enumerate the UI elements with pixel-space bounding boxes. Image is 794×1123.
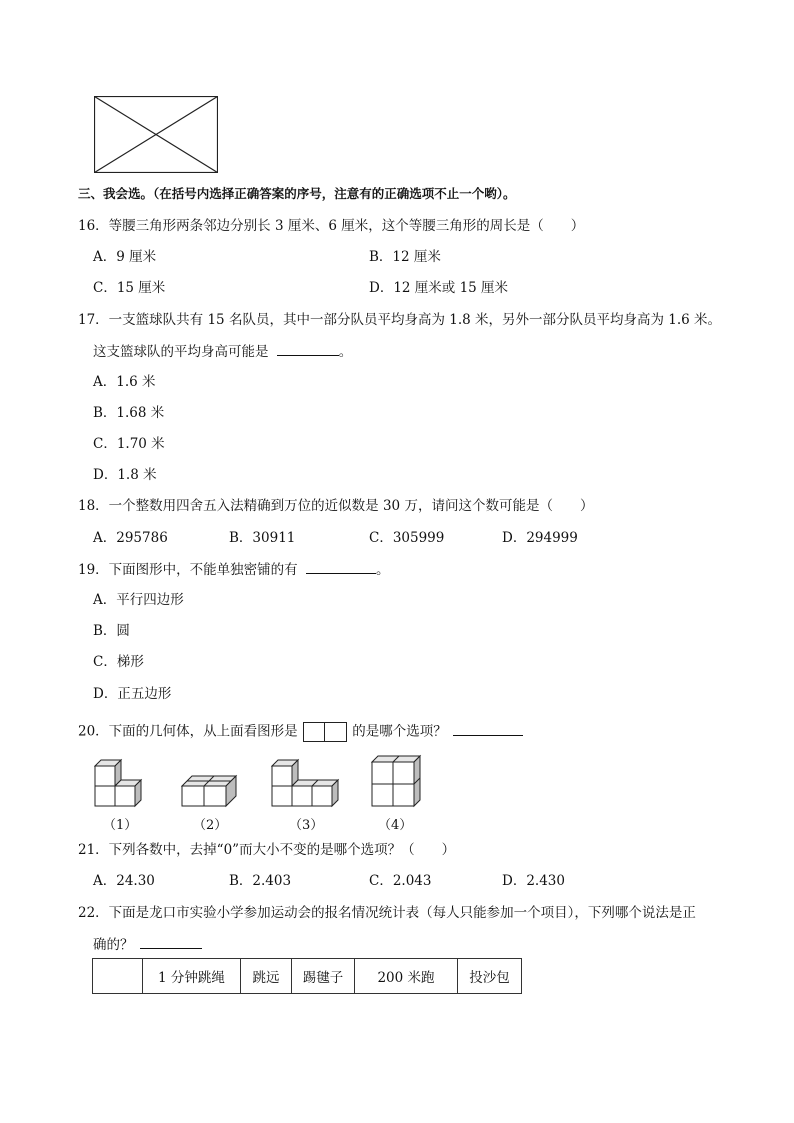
table-header-cell (93, 959, 143, 994)
question-22-stem-line1: 22．下面是龙口市实验小学参加运动会的报名情况统计表（每人只能参加一个项目），下列哪个说法是正 (78, 905, 696, 921)
figure-caption-4: （4） (378, 818, 413, 833)
question-20-stem (78, 722, 523, 742)
question-17-stem-line1: 17．一支篮球队共有 15 名队员，其中一部分队员平均身高为 1.8 米，另外一部分队员平均身高为 1.6 米。 (78, 312, 722, 328)
answer-blank-19[interactable] (306, 561, 376, 574)
question-19-option-d: D．正五边形 (93, 686, 172, 702)
question-19-option-c: C．梯形 (93, 654, 144, 670)
question-17-option-b: B．1.68 米 (93, 405, 165, 421)
question-17-option-a: A．1.6 米 (93, 374, 156, 390)
question-16-option-b: B．12 厘米 (369, 249, 441, 265)
figure-caption-2: （2） (193, 818, 228, 833)
table-header-row (93, 959, 522, 994)
question-20-stem-b: 的是哪个选项？ (352, 723, 447, 740)
question-16-option-a: A．9 厘米 (93, 249, 157, 265)
top-view-icon (303, 722, 347, 742)
question-20-stem-a: 20．下面的几何体，从上面看图形是 (78, 723, 298, 740)
question-22-stem-text: 确的？ (93, 937, 134, 953)
question-19-option-b: B．圆 (93, 623, 130, 639)
question-17-stem-text: 这支篮球队的平均身高可能是 (93, 344, 269, 360)
question-18-option-c: C．305999 (369, 530, 445, 546)
solid-figure-1 (94, 756, 152, 808)
solid-figure-2 (181, 768, 245, 808)
question-18-option-b: B．30911 (229, 530, 296, 546)
answer-blank-17[interactable] (277, 343, 339, 356)
question-18-option-a: A．295786 (93, 530, 168, 546)
answer-blank-22[interactable] (140, 936, 202, 949)
question-21-option-d: D．2.430 (502, 873, 565, 889)
solid-figure-4 (371, 752, 425, 808)
question-18-stem: 18．一个整数用四舍五入法精确到万位的近似数是 30 万，请问这个数可能是（ ） (78, 498, 594, 514)
solid-figure-3 (271, 756, 347, 808)
question-16-stem: 16．等腰三角形两条邻边分别长 3 厘米、6 厘米，这个等腰三角形的周长是（ ） (78, 218, 585, 234)
table-header-cell: 200 米跑 (355, 959, 458, 994)
question-18-option-d: D．294999 (502, 530, 578, 546)
question-21-option-c: C．2.043 (369, 873, 432, 889)
question-21-stem: 21．下列各数中，去掉“0”而大小不变的是哪个选项？（ ） (78, 842, 456, 858)
table-header-cell: 跳远 (241, 959, 292, 994)
section-heading: 三、我会选。（在括号内选择正确答案的序号，注意有的正确选项不止一个哟）。 (78, 186, 516, 201)
question-17-option-c: C．1.70 米 (93, 436, 165, 452)
figure-caption-1: （1） (103, 818, 138, 833)
question-17-stem-end: 。 (338, 344, 353, 360)
question-19-stem (78, 561, 389, 578)
question-21-option-a: A．24.30 (93, 873, 155, 889)
question-19-stem-end: 。 (375, 562, 390, 578)
table-header-cell: 投沙包 (458, 959, 522, 994)
answer-blank-20[interactable] (453, 723, 523, 736)
registration-table (92, 958, 522, 994)
question-16-option-c: C．15 厘米 (93, 280, 166, 296)
question-19-stem-text: 19．下面图形中，不能单独密铺的有 (78, 562, 298, 578)
figure-caption-3: （3） (289, 818, 324, 833)
rectangle-diagonals-figure (94, 96, 218, 173)
question-17-stem-line2 (93, 343, 352, 360)
table-header-cell: 踢毽子 (292, 959, 355, 994)
question-19-option-a: A．平行四边形 (93, 592, 184, 608)
question-17-option-d: D．1.8 米 (93, 467, 157, 483)
question-16-option-d: D．12 厘米或 15 厘米 (369, 280, 509, 296)
question-21-option-b: B．2.403 (229, 873, 292, 889)
question-22-stem-line2 (93, 936, 202, 953)
table-header-cell: 1 分钟跳绳 (143, 959, 241, 994)
